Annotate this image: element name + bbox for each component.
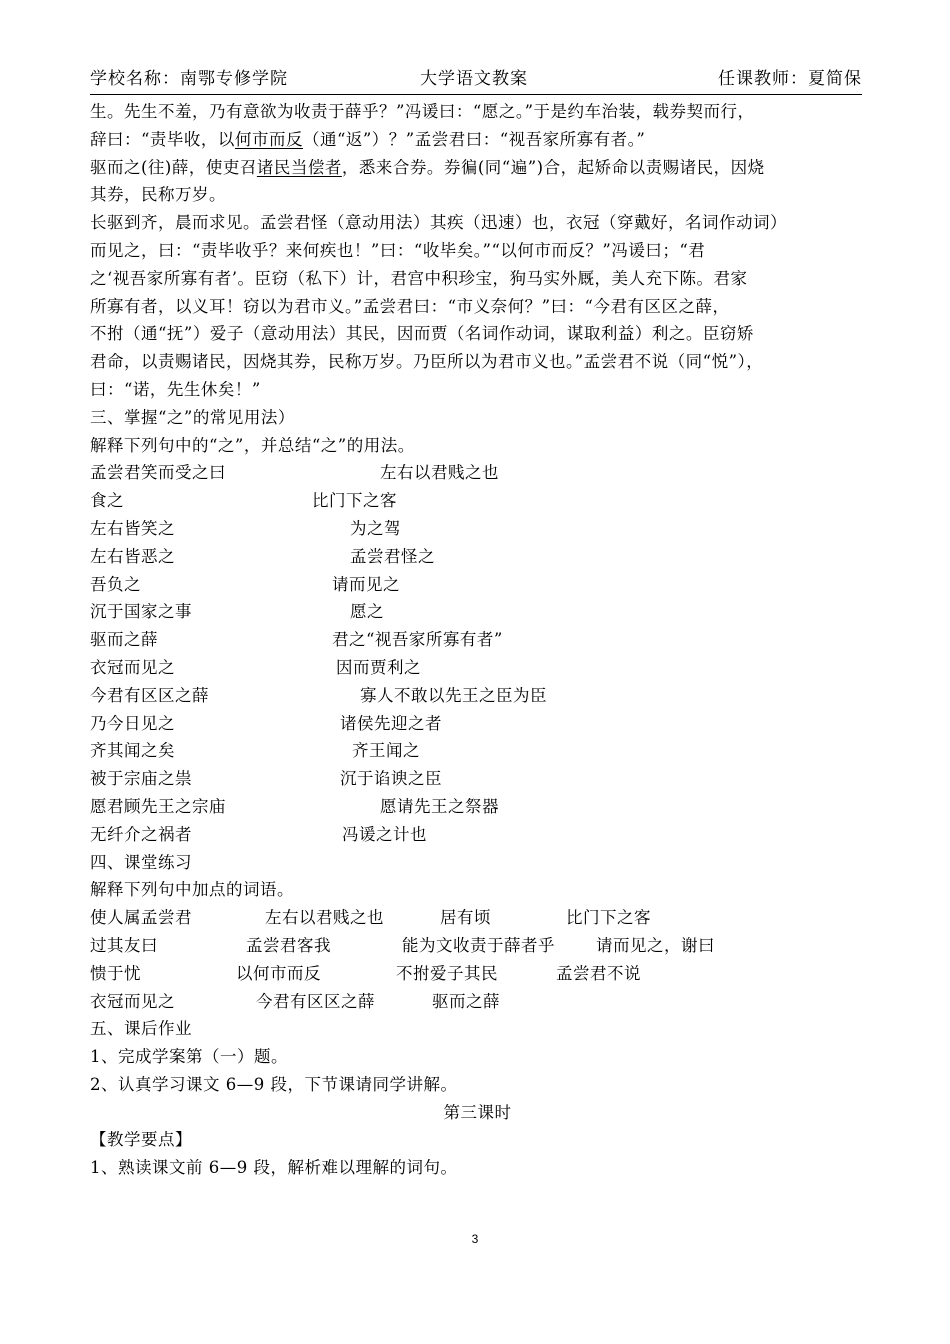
homework-item: 2、认真学习课文 6—9 段，下节课请同学讲解。 — [90, 1074, 458, 1094]
lesson-heading: 【教学要点】 — [90, 1130, 192, 1150]
page-header — [90, 68, 862, 95]
text-line: 之‘视吾家所寡有者’。臣窃（私下）计，君宫中积珍宝，狗马实外厩，美人充下陈。君家 — [90, 268, 748, 288]
example-pair: 衣冠而见之 因而贾利之 — [90, 657, 421, 677]
text-line: 驱而之(往)薛，使吏召诸民当偿者，悉来合券。券徧(同“遍”)合，起矫命以责赐诸民，因烧 — [90, 157, 765, 177]
example-pair: 孟尝君笑而受之曰 左右以君贱之也 — [90, 463, 499, 483]
section-heading: 五、课后作业 — [90, 1019, 192, 1039]
example-pair: 乃今日见之 诸侯先迎之者 — [90, 713, 442, 733]
school-name: 学校名称：南鄂专修学院 — [90, 69, 288, 89]
underlined-phrase: 诸民当偿者 — [256, 157, 342, 177]
instruction: 解释下列句中的“之”，并总结“之”的用法。 — [90, 435, 415, 455]
instruction: 解释下列句中加点的词语。 — [90, 880, 294, 900]
lesson-point: 1、熟读课文前 6—9 段，解析难以理解的词句。 — [90, 1158, 458, 1178]
exercise-row: 过其友曰 孟尝君客我 能为文收责于薛者乎 请而见之，谢曰 — [90, 935, 715, 955]
underlined-phrase: 何市而反 — [234, 129, 303, 149]
page-number: 3 — [471, 1232, 479, 1246]
course-title: 大学语文教案 — [420, 69, 528, 89]
teacher-name: 任课教师：夏简保 — [718, 69, 862, 89]
example-pair: 左右皆笑之 为之驾 — [90, 518, 401, 538]
lesson-title: 第三课时 — [443, 1102, 512, 1122]
example-pair: 今君有区区之薛 寡人不敢以先王之臣为臣 — [90, 685, 547, 705]
exercise-row: 使人属孟尝君 左右以君贱之也 居有顷 比门下之客 — [90, 908, 651, 928]
example-pair: 齐其闻之矣 齐王闻之 — [90, 741, 420, 761]
text-line: 而见之，曰：“责毕收乎？来何疾也！”曰：“收毕矣。”“以何市而反？”冯谖曰；“君 — [90, 240, 706, 260]
homework-item: 1、完成学案第（一）题。 — [90, 1047, 288, 1067]
example-pair: 沉于国家之事 愿之 — [90, 602, 384, 622]
example-pair: 食之 比门下之客 — [90, 491, 397, 511]
exercise-row: 衣冠而见之 今君有区区之薛 驱而之薛 — [90, 991, 500, 1011]
text-line: 长驱到齐，晨而求见。孟尝君怪（意动用法）其疾（迅速）也，衣冠（穿戴好，名词作动词） — [90, 213, 787, 233]
document-body — [90, 98, 865, 1182]
section-heading: 三、掌握“之”的常见用法） — [90, 407, 295, 427]
text-line: 曰：“诺，先生休矣！” — [90, 379, 261, 399]
example-pair: 吾负之 请而见之 — [90, 574, 400, 594]
example-pair: 左右皆恶之 孟尝君怪之 — [90, 546, 435, 566]
text-line: 辞曰：“责毕收，以何市而反（通“返”）？”孟尝君曰：“视吾家所寡有者。” — [90, 129, 646, 149]
example-pair: 无纤介之祸者 冯谖之计也 — [90, 824, 427, 844]
text-line: 所寡有者，以义耳！窃以为君市义。”孟尝君曰：“市义奈何？”曰：“今君有区区之薛， — [90, 296, 730, 316]
example-pair: 被于宗庙之祟 沉于谄谀之臣 — [90, 769, 442, 789]
text-line: 其券，民称万岁。 — [90, 185, 226, 205]
section-heading: 四、课堂练习 — [90, 852, 192, 872]
exercise-row: 愦于忧 以何市而反 不拊爱子其民 孟尝君不说 — [90, 963, 641, 983]
example-pair: 驱而之薛 君之“视吾家所寡有者” — [90, 630, 503, 650]
text-line: 君命，以责赐诸民，因烧其券，民称万岁。乃臣所以为君市义也。”孟尝君不说（同“悦”）， — [90, 352, 764, 372]
example-pair: 愿君顾先王之宗庙 愿请先王之祭器 — [90, 796, 499, 816]
text-line: 生。先生不羞，乃有意欲为收责于薛乎？”冯谖曰：“愿之。”于是约车治装，载券契而行， — [90, 102, 755, 121]
text-line: 不拊（通“抚”）爱子（意动用法）其民，因而贾（名词作动词，谋取利益）利之。臣窃矫 — [90, 324, 754, 344]
